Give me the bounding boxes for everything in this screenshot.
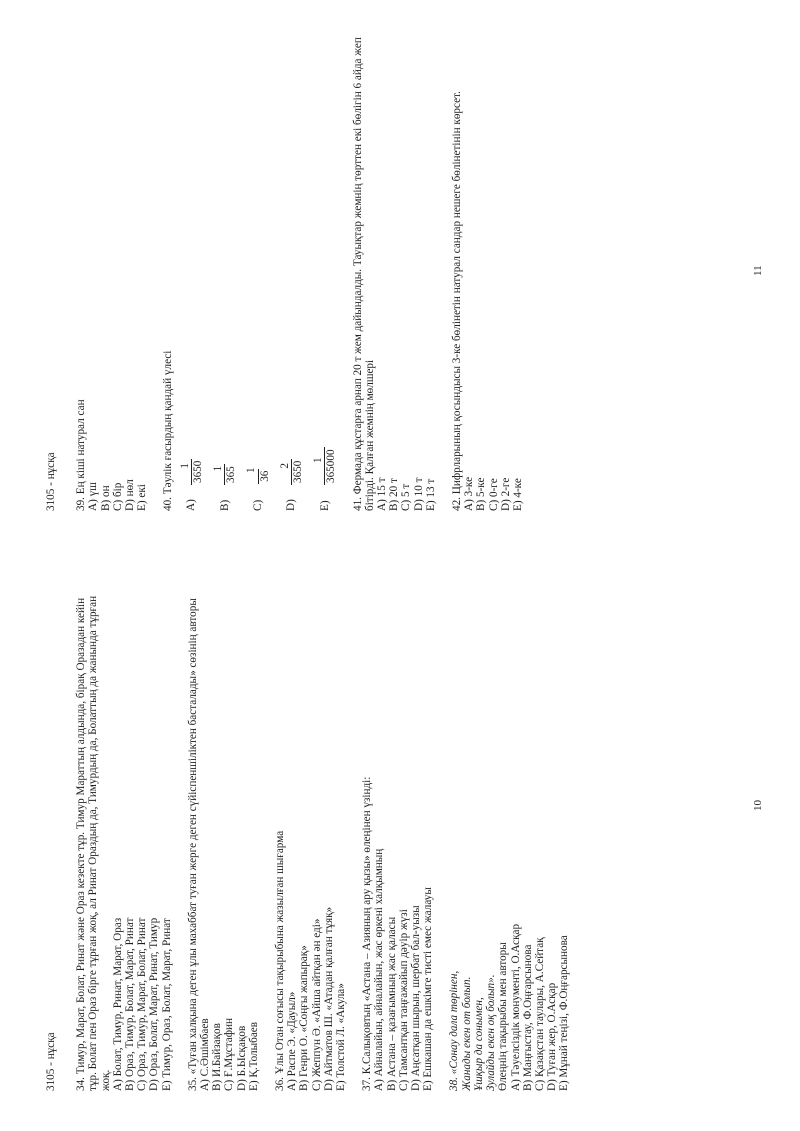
q42-option-c: C) 0-ге — [487, 478, 500, 511]
q37-option-a: A) Айналайын, айналайын, жас өркені халқымның — [373, 848, 386, 1091]
question-41 — [352, 11, 437, 511]
left-page-header: 3105 - нұсқа — [45, 1032, 57, 1091]
q39-option-e: E) екі — [136, 484, 149, 511]
fraction-denominator: 365000 — [325, 449, 338, 483]
q34-option-a: A) Болат, Тимур, Ринат, Марат, Ораз — [111, 917, 124, 1091]
q41-option-e: E) 13 т — [424, 478, 437, 511]
question-34-text: 34. Тимур, Марат, Болат, Ринат және Ораз кезекте тұр. Тимур Мараттың алдында, бірақ Оразадан кейін тұр. Болат пен Ораз бірге тұрған жоқ, ал Ринат Ораздың да, Тимурдың да, Болаттың да жанында тұрған жоқ. — [75, 595, 112, 1091]
q40-option-e-label: E) — [318, 500, 331, 511]
q38-option-e: E) Мұнай теңізі, Ф.Оңғарсынова — [558, 935, 571, 1091]
fraction-denominator: 36 — [258, 470, 271, 482]
question-40-text: 40. Тәулік ғасырдың қандай үлесі — [162, 350, 175, 511]
q40-option-a-label: A) — [185, 499, 198, 511]
q34-option-c: C) Ораз, Тимур, Марат, Болат, Ринат — [136, 917, 149, 1091]
q38-option-c: C) Қазақстан таулары, А.Сейтақ — [533, 937, 546, 1091]
q36-option-e: E) Толстой Л. «Акула» — [335, 983, 348, 1091]
fraction-numerator: 1 — [212, 465, 225, 472]
fraction-denominator: 3650 — [191, 460, 204, 483]
q36-option-b: B) Генри О. «Соңғы жапырақ» — [298, 945, 311, 1091]
right-page-header: 3105 - нұсқа — [45, 452, 57, 511]
question-36-text: 36. Ұлы Отан соғысы тақырыбына жазылған шығарма — [274, 830, 287, 1091]
q42-option-b: B) 5-ке — [475, 477, 488, 511]
q35-option-b: B) И.Байзақов — [211, 1023, 224, 1091]
q40-option-e — [312, 11, 337, 511]
q40-option-c-label: C) — [252, 499, 265, 511]
q36-option-d: D) Айтматов Ш. «Атадан қалған тұяқ» — [322, 906, 335, 1091]
fraction-denominator: 365 — [225, 466, 238, 483]
right-page-column — [45, 11, 538, 511]
q36-option-a: A) Распе Э. «Дауыл» — [286, 991, 299, 1091]
q38-poem-line-1: Жанады екен от болып. — [460, 976, 473, 1091]
page-number-right: 11 — [752, 265, 764, 276]
q38-poem-line-2: Ұшқыр да сонымен, — [472, 997, 485, 1091]
page-number-left: 10 — [752, 800, 764, 811]
left-page-column — [45, 591, 585, 1091]
question-35 — [187, 591, 260, 1091]
q37-option-b: B) Астана – қазағымның жас қаласы — [385, 916, 398, 1091]
question-36 — [274, 591, 347, 1091]
q34-option-d: D) Ораз, Болат, Марат, Ринат, Тимур — [148, 917, 161, 1091]
q38-option-a: A) Тәуелсіздік монументі, О.Асқар — [509, 923, 522, 1091]
q40-option-c — [245, 11, 270, 511]
q41-option-c: C) 5 т — [400, 483, 413, 511]
fraction-denominator: 3650 — [292, 460, 305, 483]
question-38-text: 38. «Сонау дала төрінен, — [448, 970, 461, 1091]
q35-option-a: A) С.Әшімбаев — [199, 1018, 212, 1091]
fraction-numerator: 1 — [178, 463, 191, 469]
question-39-text: 39. Ең кіші натурал сан — [75, 399, 88, 511]
q37-option-c: C) Тамсантқан таңғажайып дәуір жүзі — [397, 909, 410, 1091]
q34-option-b: B) Ораз, Тимур, Болат, Марат, Ринат — [124, 917, 137, 1091]
q40-option-a — [179, 11, 204, 511]
question-40 — [162, 11, 337, 511]
fraction — [279, 459, 304, 485]
question-37-text: 37. К.Салықовтың «Астана – Азияның ару қызы» өлеңінен үзінді: — [361, 776, 374, 1091]
q41-option-a: A) 15 т — [376, 477, 389, 511]
q42-option-e: E) 4-ке — [512, 478, 525, 511]
q38-option-d: D) Туған жер, О.Асқар — [546, 982, 559, 1091]
q37-option-e: E) Ешкашан да ешкімге тисті емес жалауы — [422, 887, 435, 1091]
q38-option-b: B) Маңғыстау, Ф.Оңғарсынова — [521, 944, 534, 1091]
fraction — [179, 459, 204, 485]
question-42 — [451, 11, 524, 511]
q38-poem-line-3: Зулайды екен оқ болып». — [485, 974, 498, 1091]
question-34 — [75, 591, 173, 1091]
fraction-numerator: 2 — [278, 463, 291, 469]
q40-option-b — [212, 11, 237, 511]
q39-option-d: D) нөл — [124, 479, 137, 511]
fraction-numerator: 1 — [312, 457, 325, 464]
q39-option-c: C) бір — [111, 482, 124, 511]
question-38 — [448, 591, 570, 1091]
q38-prompt: Өлеңнің тақырыбы мен авторы — [497, 942, 510, 1091]
q40-option-d — [279, 11, 304, 511]
fraction — [212, 464, 237, 485]
q35-option-e: E) Қ.Толыбаев — [247, 1021, 260, 1091]
question-41-text: 41. Фермада құстарға арнап 20 т жем дайындалды. Тауықтар жемнің төрттен екі бөлігін 6 айда жеп бітірді. Қалған жемнің мөлшері — [351, 37, 376, 511]
q41-option-d: D) 10 т — [412, 477, 425, 511]
q42-option-a: A) 3-ке — [463, 476, 476, 511]
q42-option-d: D) 2-ге — [499, 477, 512, 511]
q40-option-b-label: B) — [218, 499, 231, 511]
fraction — [312, 447, 337, 485]
question-39 — [75, 11, 148, 511]
question-35-text: 35. «Туған халқына деген ұлы махаббат туған жерге деген сүйіспеншіліктен басталады» сөзінің авторы — [186, 598, 199, 1091]
q39-option-b: B) он — [99, 485, 112, 511]
q35-option-c: C) Ғ.Мұстафин — [223, 1018, 236, 1091]
q39-option-a: A) үш — [87, 482, 100, 511]
question-42-text: 42. Цифрларының қосындысы 3-ке бөлінетін натурал сандар нешеге бөлінетінін көрсет. — [451, 91, 464, 511]
q36-option-c: C) Жеппун Ә. «Айша айтқан ән еді» — [310, 918, 323, 1091]
q35-option-d: D) Б.Ысқақов — [235, 1025, 248, 1091]
q41-option-b: B) 20 т — [388, 478, 401, 511]
q34-option-e: E) Тимур, Ораз, Болат, Марат, Ринат — [160, 918, 173, 1091]
q40-option-d-label: D) — [285, 499, 298, 511]
q37-option-d: D) Аңсатқан шырын, шербат бал-уызы — [410, 905, 423, 1091]
question-37 — [361, 591, 434, 1091]
fraction-numerator: 1 — [245, 467, 258, 473]
fraction — [245, 467, 270, 485]
